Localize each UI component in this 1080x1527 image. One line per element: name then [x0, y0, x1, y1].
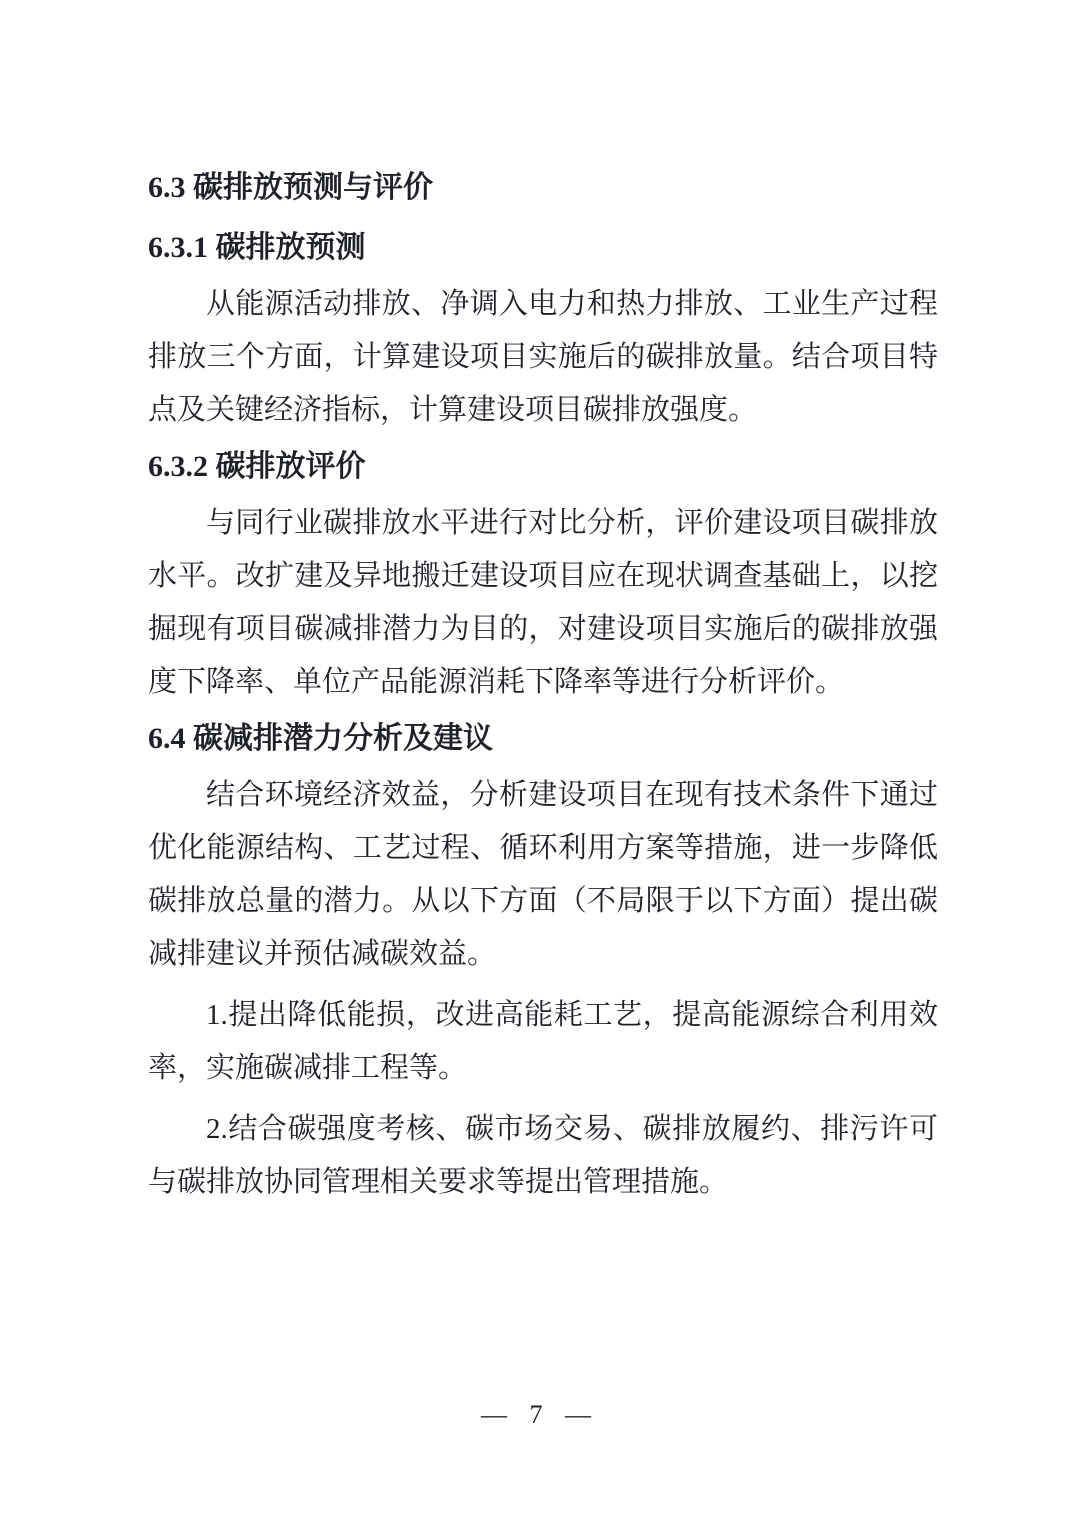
section-heading-6-4: 6.4 碳减排潜力分析及建议	[148, 722, 493, 755]
paragraph-6-3-1: 从能源活动排放、净调入电力和热力排放、工业生产过程排放三个方面，计算建设项目实施后的碳排放量。结合项目特点及关键经济指标，计算建设项目碳排放强度。	[148, 288, 938, 426]
paragraph-6-4: 结合环境经济效益，分析建设项目在现有技术条件下通过优化能源结构、工艺过程、循环利用方案等措施，进一步降低碳排放总量的潜力。从以下方面（不局限于以下方面）提出碳减排建议并预估减碳效益。	[148, 779, 938, 970]
document-content	[148, 158, 938, 1209]
section-heading-6-3-1: 6.3.1 碳排放预测	[148, 231, 366, 264]
section-heading-6-3-2: 6.3.2 碳排放评价	[148, 450, 366, 483]
list-item-2: 2.结合碳强度考核、碳市场交易、碳排放履约、排污许可与碳排放协同管理相关要求等提出管理措施。	[148, 1113, 938, 1198]
section-heading-6-3: 6.3 碳排放预测与评价	[148, 171, 433, 204]
paragraph-6-3-2: 与同行业碳排放水平进行对比分析，评价建设项目碳排放水平。改扩建及异地搬迁建设项目应在现状调查基础上，以挖掘现有项目碳减排潜力为目的，对建设项目实施后的碳排放强度下降率、单位产品能源消耗下降率等进行分析评价。	[148, 507, 938, 698]
page-number: — 7 —	[481, 1400, 599, 1429]
list-item-1: 1.提出降低能损，改进高能耗工艺，提高能源综合利用效率，实施碳减排工程等。	[148, 999, 938, 1084]
